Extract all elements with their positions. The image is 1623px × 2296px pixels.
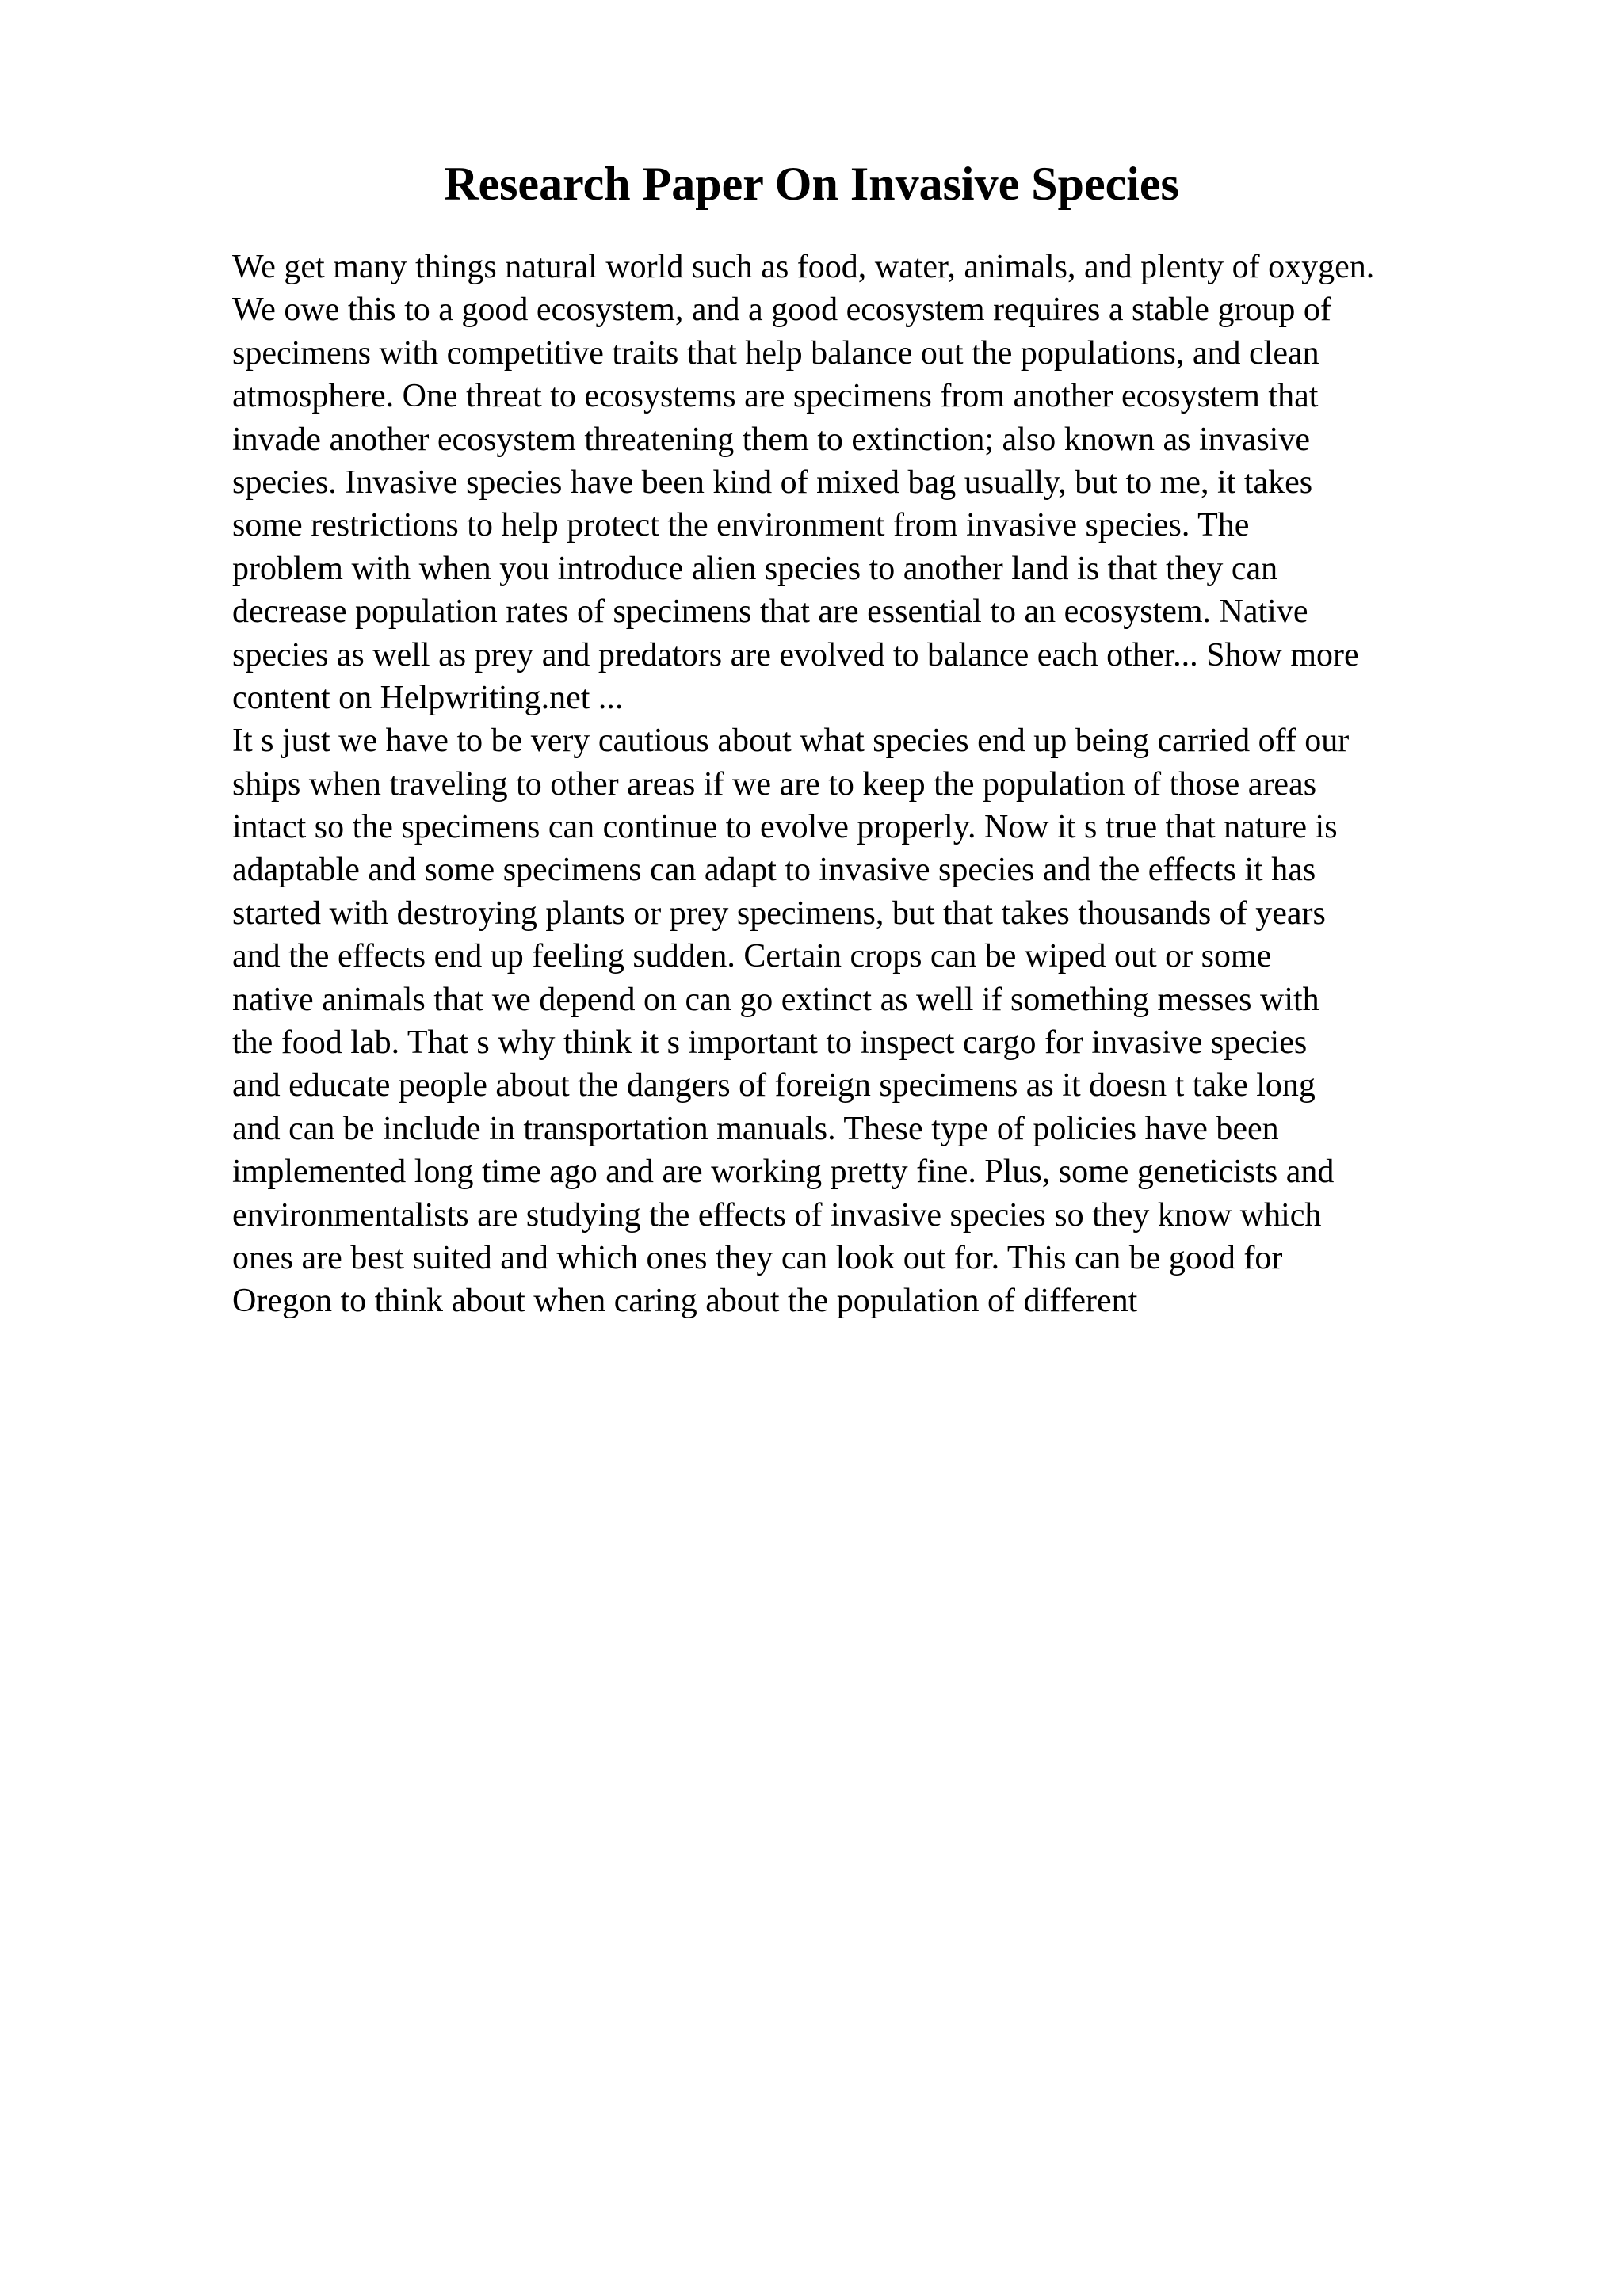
text-line: started with destroying plants or prey specimens, but that takes thousands of years xyxy=(232,894,1326,932)
text-line: We get many things natural world such as food, water, animals, and plenty of oxygen. xyxy=(232,249,1375,285)
text-line: ones are best suited and which ones they can look out for. This can be good for xyxy=(232,1239,1283,1276)
text-line: intact so the specimens can continue to evolve properly. Now it s true that nature is xyxy=(232,809,1338,846)
text-line: species as well as prey and predators are evolved to balance each other... Show more xyxy=(232,636,1359,673)
text-line: ships when traveling to other areas if we are to keep the population of those areas xyxy=(232,765,1317,803)
text-line: invade another ecosystem threatening them to extinction; also known as invasive xyxy=(232,421,1310,458)
text-line: It s just we have to be very cautious about what species end up being carried off our xyxy=(232,723,1350,760)
text-line: and educate people about the dangers of foreign specimens as it doesn t take long xyxy=(232,1067,1316,1104)
text-line: species. Invasive species have been kind of mixed bag usually, but to me, it takes xyxy=(232,463,1313,501)
text-line: some restrictions to help protect the environment from invasive species. The xyxy=(232,507,1250,544)
text-line: specimens with competitive traits that help balance out the populations, and clean xyxy=(232,334,1319,372)
text-line: environmentalists are studying the effects of invasive species so they know which xyxy=(232,1196,1322,1234)
text-line: and can be include in transportation manuals. These type of policies have been xyxy=(232,1110,1279,1147)
text-line: problem with when you introduce alien species to another land is that they can xyxy=(232,550,1278,587)
text-line: content on Helpwriting.net ... xyxy=(232,679,624,716)
page-title: Research Paper On Invasive Species xyxy=(444,158,1179,210)
text-line: the food lab. That s why think it s important to inspect cargo for invasive species xyxy=(232,1024,1308,1062)
text-line: decrease population rates of specimens that are essential to an ecosystem. Native xyxy=(232,593,1308,631)
text-line: Oregon to think about when caring about the population of different xyxy=(232,1283,1138,1320)
text-line: atmosphere. One threat to ecosystems are specimens from another ecosystem that xyxy=(232,378,1319,415)
text-line: native animals that we depend on can go extinct as well if something messes with xyxy=(232,981,1319,1018)
text-line: adaptable and some specimens can adapt to invasive species and the effects it has xyxy=(232,852,1316,889)
text-line: implemented long time ago and are working pretty fine. Plus, some geneticists and xyxy=(232,1154,1335,1191)
body-text xyxy=(232,246,1532,1323)
text-line: We owe this to a good ecosystem, and a good ecosystem requires a stable group of xyxy=(232,292,1331,329)
text-line: and the effects end up feeling sudden. Certain crops can be wiped out or some xyxy=(232,938,1272,975)
